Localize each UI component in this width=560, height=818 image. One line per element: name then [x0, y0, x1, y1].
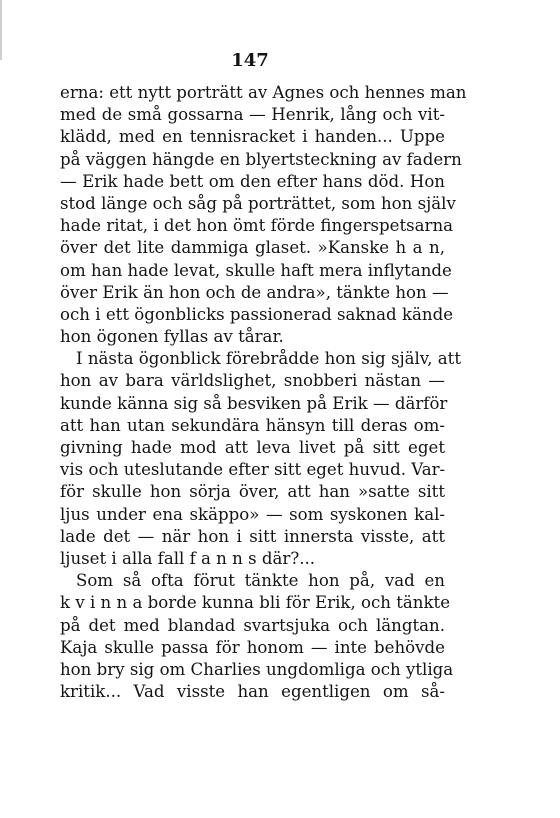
text-line: för skulle hon sörja över, att han »satte sitt	[60, 482, 445, 502]
text-line: ljus under ena skäppo» — som syskonen kal-	[60, 504, 445, 524]
text-line: hon ögonen fyllas av tårar.	[60, 327, 284, 347]
text-line: Som så ofta förut tänkte hon på, vad en	[76, 571, 445, 591]
text-line: att han utan sekundära hänsyn till deras om-	[60, 415, 445, 435]
text-line: — Erik hade bett om den efter hans död. Hon	[60, 171, 445, 191]
text-line: Kaja skulle passa för honom — inte behövde	[60, 637, 445, 657]
text-line: hade ritat, i det hon ömt förde fingerspetsarna	[60, 216, 454, 236]
text-line: hon av bara världslighet, snobberi nästan —	[60, 371, 445, 391]
text-line: över Erik än hon och de andra», tänkte hon —	[60, 282, 449, 302]
text-line: hon bry sig om Charlies ungdomliga och ytliga	[60, 659, 454, 679]
text-line: I nästa ögonblick förebrådde hon sig själv, att	[76, 349, 461, 369]
text-line: kritik... Vad visste han egentligen om så-	[60, 682, 445, 702]
text-line: lade det — när hon i sitt innersta visste, att	[60, 526, 445, 546]
text-line: om han hade levat, skulle haft mera inflytande	[60, 260, 452, 280]
paragraph	[60, 570, 454, 703]
text-line: över det lite dammiga glaset. »Kanske h a n,	[60, 238, 445, 258]
text-line: givning hade mod att leva livet på sitt eget	[60, 438, 445, 457]
paragraph	[60, 348, 461, 570]
text-line: vis och uteslutande efter sitt eget huvud. Var-	[60, 460, 446, 480]
text-line: klädd, med en tennisracket i handen... Uppe	[60, 127, 445, 147]
page-number: 147	[231, 50, 269, 71]
text-line: ljuset i alla fall f a n n s där?...	[60, 548, 316, 568]
text-line: på det med blandad svartsjuka och längtan.	[60, 615, 445, 635]
text-line: på väggen hängde en blyertsteckning av fadern	[60, 149, 462, 169]
body-text	[60, 82, 467, 703]
paragraph	[60, 82, 467, 348]
text-line: erna: ett nytt porträtt av Agnes och hennes man	[60, 83, 467, 102]
text-line: och i ett ögonblicks passionerad saknad kände	[60, 304, 454, 324]
text-line: k v i n n a borde kunna bli för Erik, och tänkte	[60, 593, 451, 613]
text-line: med de små gossarna — Henrik, lång och vit-	[60, 105, 445, 125]
text-line: stod länge och såg på porträttet, som hon själv	[60, 193, 456, 213]
text-line: kunde känna sig så besviken på Erik — därför	[60, 393, 448, 413]
